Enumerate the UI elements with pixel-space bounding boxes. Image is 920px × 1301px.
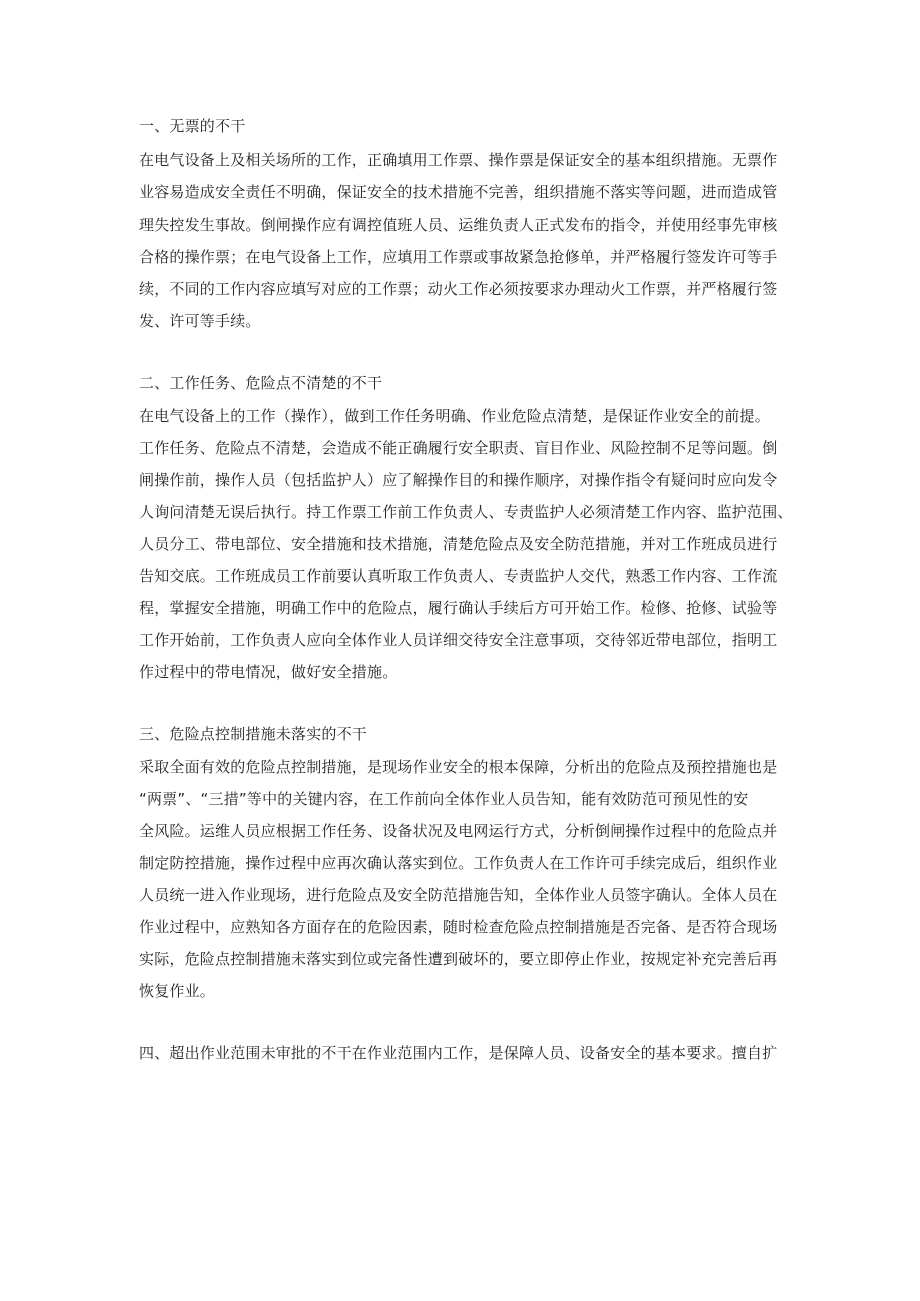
section-2-text-line: 在电气设备上的工作（操作），做到工作任务明确、作业危险点清楚，是保证作业安全的前提。 (139, 407, 770, 425)
section-2-text-line: 工作任务、危险点不清楚，会造成不能正确履行安全职责、盲目作业、风险控制不足等问题。倒 (139, 439, 778, 457)
section-3-text-line: 人员统一进入作业现场，进行危险点及安全防范措施告知，全体作业人员签字确认。全体人员在 (139, 886, 778, 904)
section-2-text-line: 工作开始前，工作负责人应向全体作业人员详细交待安全注意事项，交待邻近带电部位，指明工 (139, 631, 778, 649)
section-1-heading: 一、无票的不干 (139, 117, 246, 135)
section-3-heading: 三、危险点控制措施未落实的不干 (139, 725, 368, 743)
section-3-text-line: 实际，危险点控制措施未落实到位或完备性遭到破坏的，要立即停止作业，按规定补充完善后再 (139, 950, 778, 968)
section-2-text-line: 告知交底。工作班成员工作前要认真听取工作负责人、专责监护人交代，熟悉工作内容、工作流 (139, 567, 778, 585)
section-3-text-line: 制定防控措施，操作过程中应再次确认落实到位。工作负责人在工作许可手续完成后，组织作业 (139, 854, 778, 872)
section-2-text-line: 程，掌握安全措施，明确工作中的危险点，履行确认手续后方可开始工作。检修、抢修、试验等 (139, 599, 778, 617)
section-1-text-line: 业容易造成安全责任不明确，保证安全的技术措施不完善，组织措施不落实等问题，进而造成管 (139, 183, 778, 201)
section-2-heading: 二、工作任务、危险点不清楚的不干 (139, 374, 383, 392)
section-3-text-line: 恢复作业。 (139, 982, 216, 1000)
section-1-text-line: 在电气设备上及相关场所的工作，正确填用工作票、操作票是保证安全的基本组织措施。无票作 (139, 151, 778, 169)
section-2-text-line: 作过程中的带电情况，做好安全措施。 (139, 663, 398, 681)
section-1-text-line: 发、许可等手续。 (139, 312, 261, 330)
section-1-text-line: 合格的操作票；在电气设备上工作，应填用工作票或事故紧急抢修单，并严格履行签发许可等手 (139, 248, 778, 266)
section-2-text-line: 闸操作前，操作人员（包括监护人）应了解操作目的和操作顺序，对操作指令有疑问时应向发令 (139, 471, 778, 489)
section-3-text-line: 全风险。运维人员应根据工作任务、设备状况及电网运行方式，分析倒闸操作过程中的危险点并 (139, 822, 778, 840)
section-3-text-line: “两票”、“三措”等中的关键内容，在工作前向全体作业人员告知，能有效防范可预见性的安 (139, 790, 749, 808)
section-2-text-line: 人询问清楚无误后执行。持工作票工作前工作负责人、专责监护人必须清楚工作内容、监护范围、 (139, 503, 793, 521)
section-3-text-line: 采取全面有效的危险点控制措施，是现场作业安全的根本保障，分析出的危险点及预控措施也是 (139, 758, 778, 776)
section-4-heading-and-text: 四、超出作业范围未审批的不干在作业范围内工作，是保障人员、设备安全的基本要求。擅自扩 (139, 1044, 778, 1062)
section-2-text-line: 人员分工、带电部位、安全措施和技术措施，清楚危险点及安全防范措施，并对工作班成员进行 (139, 535, 778, 553)
section-3-text-line: 作业过程中，应熟知各方面存在的危险因素，随时检查危险点控制措施是否完备、是否符合现场 (139, 918, 778, 936)
section-1-text-line: 续，不同的工作内容应填写对应的工作票；动火工作必须按要求办理动火工作票，并严格履行签 (139, 280, 778, 298)
section-1-text-line: 理失控发生事故。倒闸操作应有调控值班人员、运维负责人正式发布的指令，并使用经事先审核 (139, 216, 778, 234)
